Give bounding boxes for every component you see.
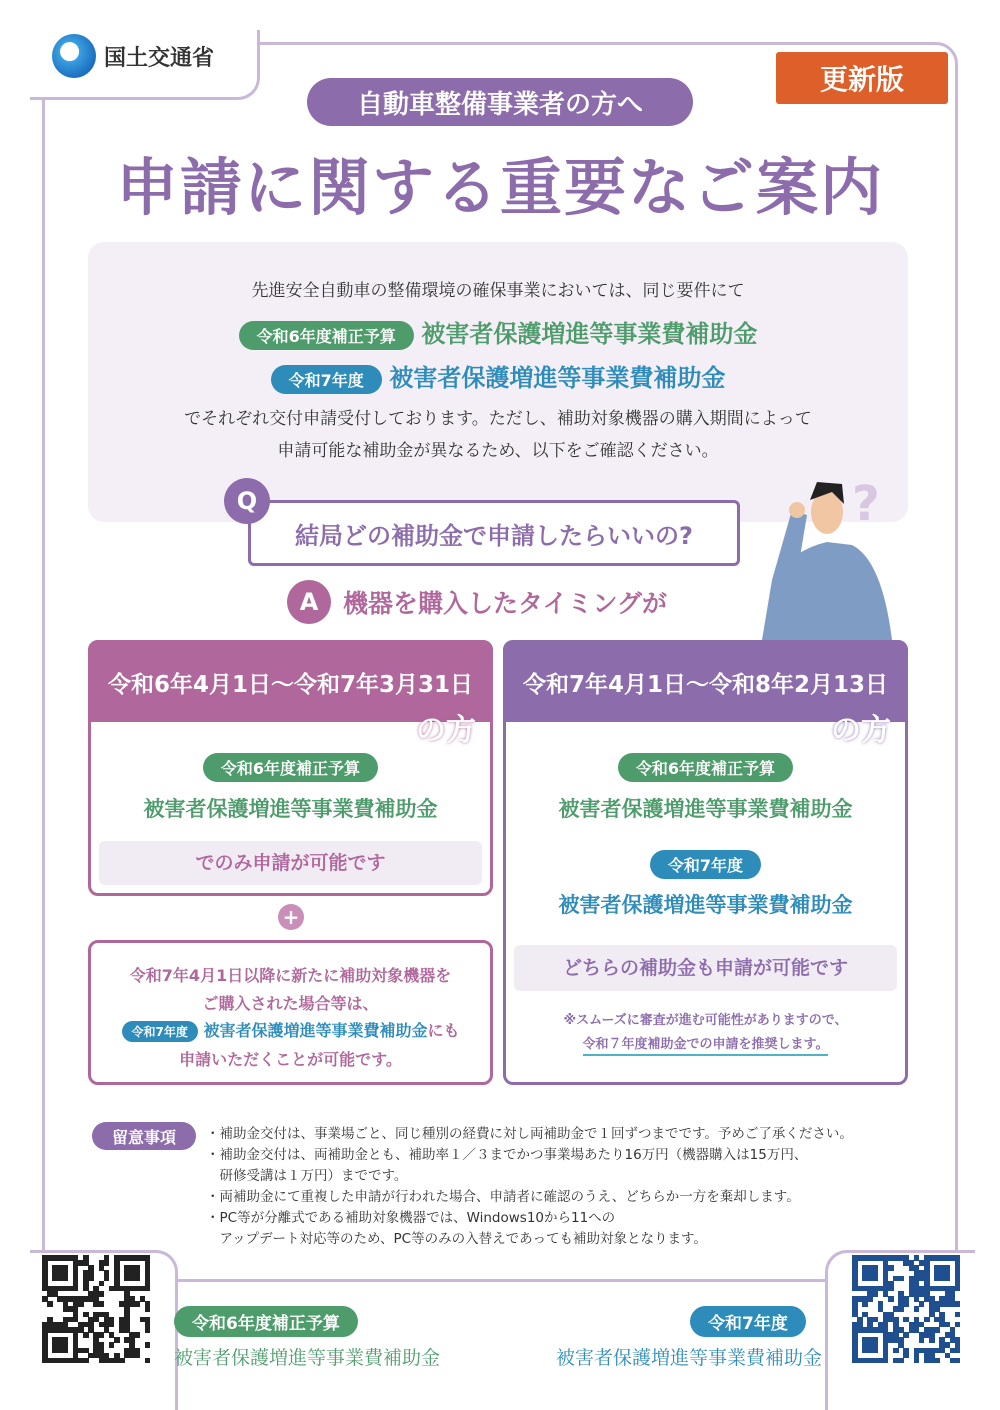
- subsidy-name: 被害者保護増進等事業費補助金: [558, 797, 853, 821]
- mlit-logo-icon: [52, 34, 96, 78]
- question-bubble: 結局どの補助金で申請したらいいの?: [248, 500, 740, 566]
- qr-module: [119, 1358, 125, 1364]
- qr-module: [873, 1291, 879, 1297]
- qr-module: [99, 1281, 105, 1287]
- notes-list: [206, 1124, 853, 1250]
- qr-module: [99, 1332, 105, 1338]
- update-badge: 更新版: [776, 52, 948, 104]
- qr-module: [919, 1301, 925, 1307]
- qr-module: [47, 1301, 53, 1307]
- period-card-left: [88, 640, 493, 896]
- qr-module: [898, 1306, 904, 1312]
- note-item: ・PC等が分離式である補助対象機器では、Windows10から11への: [206, 1210, 616, 1226]
- r6-pill: 令和6年度補正予算: [203, 753, 378, 782]
- question-mark-icon: ?: [852, 476, 880, 532]
- result-text: どちらの補助金も申請が可能です: [514, 945, 897, 991]
- result-text: でのみ申請が可能です: [99, 841, 482, 885]
- info-text: 令和7年4月1日以降に新たに補助対象機器を: [129, 966, 452, 985]
- qr-module: [63, 1348, 69, 1354]
- qr-module: [135, 1276, 141, 1282]
- qr-module: [883, 1358, 889, 1364]
- r6-subsidy-name: 被害者保護増進等事業費補助金: [421, 320, 758, 348]
- r7-subsidy-name: 被害者保護増進等事業費補助金: [389, 364, 726, 392]
- ministry-logo: [52, 34, 214, 78]
- qr-module: [73, 1286, 79, 1292]
- subsidy-name: 被害者保護増進等事業費補助金: [143, 797, 438, 821]
- subsidy-link-r7[interactable]: 被害者保護増進等事業費補助金: [556, 1347, 823, 1369]
- qr-module: [135, 1353, 141, 1359]
- r7-pill: 令和7年度: [650, 850, 761, 879]
- qr-module: [955, 1358, 961, 1364]
- qr-module: [873, 1348, 879, 1354]
- intro-text: でそれぞれ交付申請受付しております。ただし、補助対象機器の購入期間によって: [184, 409, 812, 429]
- qr-module: [145, 1342, 151, 1348]
- qr-module: [955, 1301, 961, 1307]
- thinking-person-illustration: [752, 470, 902, 640]
- period-suffix: の方: [416, 713, 476, 748]
- qr-module: [903, 1301, 909, 1307]
- plus-icon: +: [278, 904, 304, 930]
- qr-module: [78, 1301, 84, 1307]
- qr-module: [114, 1337, 120, 1343]
- a-mark: A: [287, 580, 331, 624]
- qr-module: [934, 1327, 940, 1333]
- qr-module: [888, 1286, 894, 1292]
- r6-pill: 令和6年度補正予算: [618, 753, 793, 782]
- period-card-right: [503, 640, 908, 1085]
- note-item: 研修受講は１万円）までです。: [206, 1168, 408, 1184]
- qr-module: [867, 1296, 873, 1302]
- qr-module: [934, 1358, 940, 1364]
- subsidy-link-r6[interactable]: 被害者保護増進等事業費補助金: [174, 1347, 441, 1369]
- info-text: にも: [427, 1021, 460, 1040]
- qr-module: [109, 1322, 115, 1328]
- qr-module: [955, 1312, 961, 1318]
- additional-info-box: [88, 940, 493, 1085]
- qr-module: [955, 1348, 961, 1354]
- qr-module: [919, 1337, 925, 1343]
- r6-pill: 令和6年度補正予算: [174, 1306, 358, 1337]
- info-text: 申請いただくことが可能です。: [179, 1050, 402, 1069]
- ministry-name: 国土交通省: [104, 45, 215, 71]
- qr-module: [914, 1306, 920, 1312]
- note-item: ・補助金交付は、事業場ごと、同じ種別の経費に対し両補助金で１回ずつまでです。予めご了承ください。: [206, 1126, 853, 1142]
- qr-module: [145, 1327, 151, 1333]
- qr-module: [145, 1286, 151, 1292]
- subsidy-name: 被害者保護増進等事業費補助金: [558, 893, 853, 917]
- qr-module: [135, 1332, 141, 1338]
- note-item: ・両補助金にて重複した申請が行われた場合、申請者に確認のうえ、どちらか一方を棄却します。: [206, 1189, 800, 1205]
- qr-module: [145, 1306, 151, 1312]
- q-mark: Q: [224, 478, 270, 524]
- qr-module: [924, 1317, 930, 1323]
- qr-module: [898, 1358, 904, 1364]
- qr-module: [99, 1301, 105, 1307]
- subsidy-name: 被害者保護増進等事業費補助金: [203, 1021, 428, 1040]
- qr-module: [99, 1291, 105, 1297]
- qr-module: [888, 1265, 894, 1271]
- recommend-note: 令和７年度補助金での申請を推奨します。: [583, 1037, 829, 1056]
- qr-module: [63, 1276, 69, 1282]
- r7-pill: 令和7年度: [271, 365, 382, 394]
- qr-module: [88, 1276, 94, 1282]
- qr-module: [135, 1301, 141, 1307]
- qr-code-r7[interactable]: [852, 1255, 960, 1363]
- qr-module: [893, 1348, 899, 1354]
- qr-module: [903, 1353, 909, 1359]
- qr-module: [929, 1337, 935, 1343]
- qr-module: [83, 1332, 89, 1338]
- qr-module: [145, 1358, 151, 1364]
- answer-text: 機器を購入したタイミングが: [343, 589, 668, 618]
- audience-banner: 自動車整備事業者の方へ: [307, 78, 693, 126]
- recommend-note: ※スムーズに審査が進む可能性がありますので、: [563, 1013, 848, 1028]
- note-item: アップデート対応等のため、PC等のみの入替えであっても補助対象となります。: [206, 1231, 707, 1247]
- info-text: ご購入された場合等は、: [202, 994, 379, 1013]
- qr-code-r6[interactable]: [42, 1255, 150, 1363]
- r7-pill: 令和7年度: [690, 1306, 806, 1337]
- qr-module: [104, 1276, 110, 1282]
- intro-text: 先進安全自動車の整備環境の確保事業においては、同じ要件にて: [251, 281, 745, 301]
- notes-label: 留意事項: [92, 1122, 196, 1150]
- note-item: ・補助金交付は、両補助金とも、補助率１／３までかつ事業場あたり16万円（機器購入は15万円、: [206, 1147, 808, 1163]
- qr-module: [914, 1358, 920, 1364]
- period-header: 令和6年4月1日〜令和7年3月31日: [88, 640, 493, 722]
- r6-pill: 令和6年度補正予算: [239, 321, 414, 350]
- qr-module: [898, 1276, 904, 1282]
- intro-text: 申請可能な補助金が異なるため、以下をご確認ください。: [277, 441, 719, 461]
- qr-module: [955, 1322, 961, 1328]
- period-header: 令和7年4月1日〜令和8年2月13日: [503, 640, 908, 722]
- qr-module: [955, 1286, 961, 1292]
- qr-module: [104, 1260, 110, 1266]
- qr-module: [83, 1358, 89, 1364]
- r7-pill: 令和7年度: [122, 1021, 198, 1042]
- page-title: 申請に関する重要なご案内: [115, 151, 884, 224]
- qr-module: [873, 1276, 879, 1282]
- qr-module: [888, 1296, 894, 1302]
- qr-module: [109, 1342, 115, 1348]
- qr-module: [945, 1276, 951, 1282]
- qr-module: [903, 1332, 909, 1338]
- qr-module: [862, 1301, 868, 1307]
- period-suffix: の方: [831, 713, 891, 748]
